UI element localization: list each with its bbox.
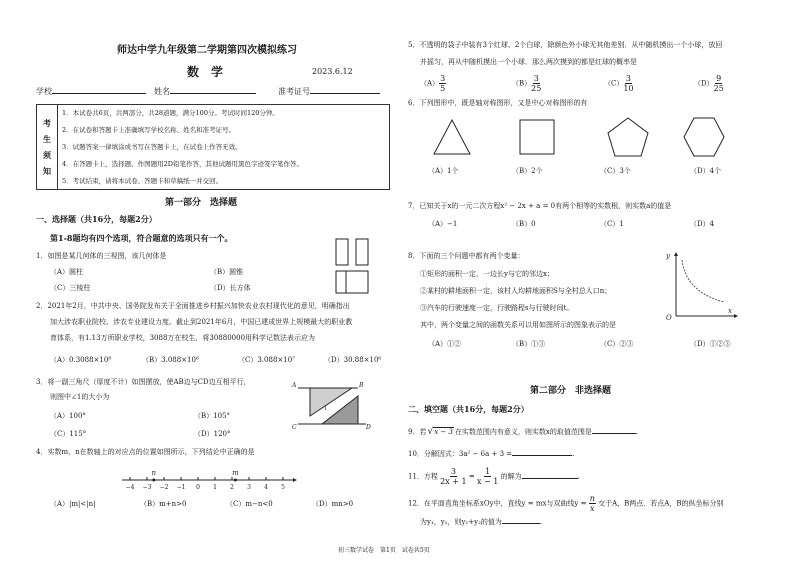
q8-line: ①矩形的面积一定，一边长y与它的邻边x；: [420, 270, 554, 278]
point-m: [234, 479, 237, 482]
q7-option-c: （C）1: [600, 220, 624, 228]
axis-arrow: [293, 478, 297, 482]
q2-line: 育体系，有1.13万所职业学校，3088万在校生，将30880000用科学记数法表示应为: [50, 334, 316, 342]
field-school: 学校: [36, 85, 146, 97]
q12: 12．在平面直角坐标系xOy中，直线y = mx与双曲线y = $\frac{n}{x}$ 交于A，B两点．若点A，B的纵坐标分别: [408, 494, 724, 513]
q2-line: 2．2021年2月，中共中央、国务院发布关于全面推进乡村振兴加快农业农村现代化的意见，明确指出: [36, 302, 350, 310]
q4-stem: 4．实数m，n在数轴上的对应点的位置如图所示，下列结论中正确的是: [36, 448, 255, 456]
q8-option-d: （D）①②③: [690, 340, 731, 348]
q2-option-c: （C）3.088×10⁷: [238, 356, 295, 364]
q8-line: 其中，两个变量之间的函数关系可以用如图所示的图象表示的是: [420, 321, 616, 329]
field-exam-number: 准考证号: [278, 85, 380, 97]
x-axis-label: x: [728, 307, 732, 315]
candidate-notice: [36, 104, 390, 190]
notice-item: 5．考试结束，请将本试卷、答题卡和草稿纸一并交回。: [62, 177, 223, 185]
q8-option-b: （B）①③: [512, 340, 546, 348]
q1-option-c: （C）三棱柱: [50, 284, 91, 292]
q1-option-b: （B）圆锥: [210, 268, 244, 276]
q9: 9．若√x − 3 在实数范围内有意义，则实数x的取值范围是 .: [408, 427, 639, 437]
label-a: A: [292, 382, 297, 389]
q1-option-a: （A）圆柱: [50, 268, 84, 276]
set-square-figure: [292, 380, 372, 430]
q6-option-d: （D）4个: [690, 167, 722, 175]
axis-tick-label: −1: [176, 484, 186, 491]
q11: 11．方程 $\frac{3}{2x + 1}$ = $\frac{1}{x - 1}$ 的解为 .: [408, 467, 580, 486]
q5-option-a: （A） $\frac{3}{5}$: [420, 74, 446, 93]
y-axis-label: y: [666, 252, 670, 260]
q5-option-b: （B） $\frac{3}{25}$: [512, 74, 542, 93]
part1-title: 第一部分 选择题: [165, 198, 238, 208]
field-name: 姓名: [154, 85, 256, 97]
page-footer: 初三数学试卷 第1页 试卷共5页: [338, 547, 430, 554]
q2-option-d: （D）30.88×10⁶: [324, 356, 382, 364]
q6-shapes: [432, 116, 732, 160]
q3-option-b: （B）105°: [194, 412, 231, 420]
q8-line: ②某村的耕地面积一定，该村人均耕地面积S与全村总人口n；: [420, 287, 612, 295]
q8-line: 8．下面的三个问题中都有两个变量：: [408, 252, 525, 260]
axis-tick-label: −2: [159, 484, 169, 491]
q3-option-d: （D）120°: [194, 430, 231, 438]
exam-date: 2023.6.12: [312, 67, 353, 76]
point-label-m: m: [232, 469, 239, 477]
notice-item: 3．试题答案一律填涂或书写在答题卡上，在试卷上作答无效。: [62, 143, 242, 151]
q1-stem: 1．如图是某几何体的三视图，该几何体是: [36, 252, 167, 260]
q5-line: 并摇匀，再从中随机摸出一个小球．那么两次摸到的都是红球的概率是: [420, 58, 637, 66]
q3-line: 3．将一副三角尺（厚度不计）如图摆放，使AB边与CD边互相平行，: [36, 378, 251, 386]
q7-option-b: （B）0: [512, 220, 536, 228]
point-label-n: n: [151, 469, 157, 477]
q3-line: 则图中∠1的大小为: [50, 393, 110, 401]
exam-title: 师达中学九年级第二学期第四次模拟练习: [117, 45, 297, 56]
axis-tick-label: −4: [125, 484, 135, 491]
inverse-function-graph: [662, 250, 738, 320]
part2-title: 第二部分 非选择题: [530, 386, 612, 396]
q4-option-c: （C）m−n<0: [226, 500, 273, 508]
q2-option-b: （B）3.088×10⁶: [142, 356, 199, 364]
q5-option-d: （D） $\frac{9}{25}$: [694, 74, 724, 93]
label-d: D: [366, 424, 371, 431]
q6-option-b: （B）2个: [512, 167, 543, 175]
angle-label: 1: [324, 406, 328, 412]
q7-stem: 7．已知关于x的一元二次方程x² − 2x + a = 0有两个相等的实数根，则实数a的值是: [408, 202, 672, 210]
section1-instruction: 第1-8题均有四个选项，符合题意的选项只有一个。: [50, 233, 233, 243]
q8-line: ③汽车的行驶速度一定，行驶路程s与行驶时间t。: [420, 304, 574, 312]
q4-option-d: （D）mn>0: [312, 500, 354, 508]
q2-line: 加大涉农职业院校、涉农专业建设力度。截止到2021年6月，中国已建成世界上规模最大的职业教: [50, 318, 353, 326]
q6-stem: 6．下列图形中，既是轴对称图形，又是中心对称图形的有: [408, 99, 588, 107]
q6-option-c: （C）3个: [600, 167, 631, 175]
q8-option-c: （C）②③: [600, 340, 634, 348]
q7-option-a: （A）−1: [428, 220, 458, 228]
axis-tick-label: 5: [281, 484, 285, 491]
q10: 10．分解因式：3a² − 6a + 3 = .: [408, 447, 574, 459]
origin-label: O: [666, 314, 672, 322]
point-n: [152, 479, 155, 482]
axis-tick-label: 3: [247, 484, 251, 491]
section2-heading: 二、填空题（共16分，每题2分）: [408, 404, 529, 414]
q4-option-a: （A）|m|<|n|: [50, 500, 96, 508]
q5-line: 5．不透明的袋子中装有3个红球、2个白球，除颜色外小球无其他差别．从中随机摸出一个小球，放回: [408, 41, 723, 49]
q7-option-d: （D）4: [690, 220, 715, 228]
section1-heading: 一、选择题（共16分，每题2分）: [36, 214, 157, 224]
q3-option-a: （A）100°: [50, 412, 86, 420]
notice-item: 2．在试卷和答题卡上准确填写学校名称、姓名和准考证号。: [62, 126, 236, 134]
triangle-shape: [434, 120, 470, 154]
hexagon-shape: [684, 118, 724, 156]
notice-side-label: 考 生 须 知: [37, 105, 58, 189]
q4-option-b: （B）m+n>0: [140, 500, 187, 508]
axis-tick-label: 0: [196, 484, 200, 491]
q8-option-a: （A）①②: [428, 340, 462, 348]
notice-item: 1．本试卷共6页，共两部分，共28道题，满分100分。考试时间120分钟。: [62, 109, 279, 117]
axis-tick-label: 4: [264, 484, 268, 491]
label-c: C: [292, 424, 297, 431]
square-shape: [520, 120, 554, 154]
q3-option-c: （C）115°: [50, 430, 87, 438]
label-b: B: [359, 382, 364, 389]
subject-title: 数 学: [187, 65, 224, 79]
axis-tick-label: 1: [213, 484, 217, 491]
axis-tick-label: −3: [142, 484, 152, 491]
q6-option-a: （A）1个: [428, 167, 459, 175]
pentagon-shape: [608, 118, 648, 156]
q5-option-c: （C） $\frac{3}{10}$: [604, 74, 634, 93]
q12-line2: 为y₁，y₂，则y₁+y₂的值为 .: [420, 515, 542, 527]
number-line: [120, 464, 305, 494]
axis-tick-label: 2: [230, 484, 234, 491]
q2-option-a: （A）0.3088×10⁸: [50, 356, 112, 364]
q1-option-d: （D）长方体: [210, 284, 251, 292]
three-view-figure: [334, 237, 384, 295]
notice-item: 4．在答题卡上，选择题、作图题用2D铅笔作答，其他试题用黑色字迹签字笔作答。: [62, 160, 303, 168]
